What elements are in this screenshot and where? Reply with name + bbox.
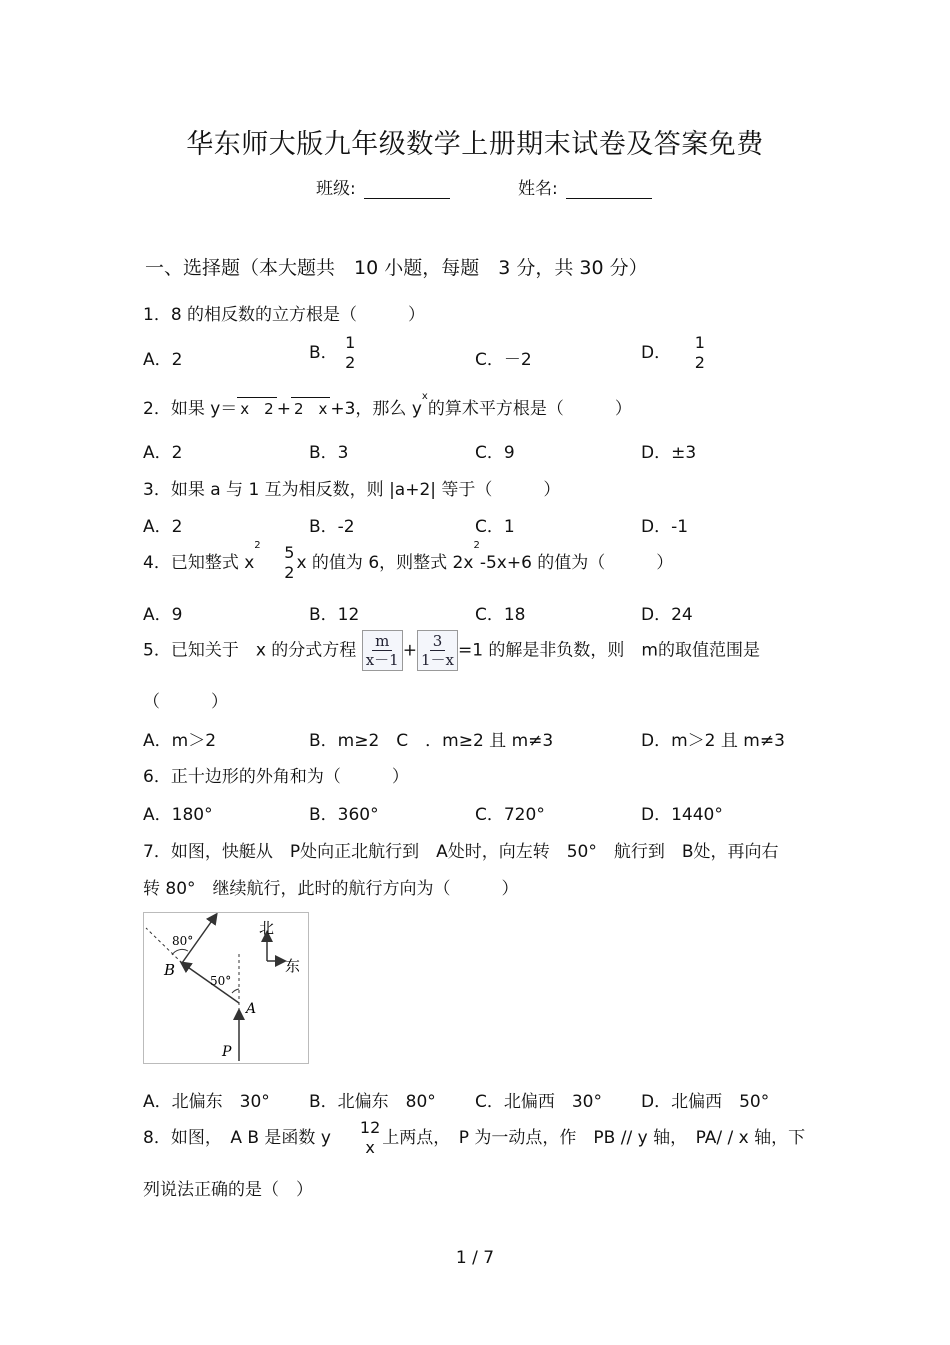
angle-80-label: 80° — [172, 934, 194, 948]
question-8-line-2: 列说法正确的是（ ） — [143, 1180, 313, 1200]
q6-option-b: B．360° — [309, 805, 379, 825]
point-b-label: B — [164, 961, 176, 979]
q1-d-denominator: 2 — [694, 353, 705, 372]
question-7-line-2: 转 80° 继续航行，此时的航行方向为（ ） — [143, 879, 519, 899]
name-label: 姓名: — [518, 179, 558, 199]
q1-b-denominator: 2 — [345, 353, 356, 372]
q2-option-c: C．9 — [475, 443, 515, 463]
class-field — [316, 174, 450, 199]
section-heading: 一、选择题（本大题共 10 小题，每题 3 分，共 30 分） — [145, 257, 648, 279]
point-p-label: P — [222, 1044, 232, 1060]
name-blank — [566, 180, 652, 199]
question-5-paren: （ ） — [143, 692, 228, 712]
q2-option-a: A．2 — [143, 443, 183, 463]
q1-d-numerator: 1 — [694, 333, 705, 352]
q5-fraction-2: $\frac{3}{1-x}$ — [417, 630, 458, 671]
q8-denominator: x — [365, 1138, 375, 1157]
q2-radical-1: x 2 — [237, 397, 276, 419]
q1-option-d: D． 1 2 — [641, 333, 705, 372]
q5-option-bc: B．m≥2 C ．m≥2 且 m≠3 — [309, 731, 554, 751]
class-blank — [364, 180, 450, 199]
page-number: 1 / 7 — [455, 1248, 495, 1268]
question-5: 5．已知关于 x 的分式方程 $\frac{m}{x-1}$ + $\frac{3}{1-x}$ =1 的解是非负数，则 m的取值范围是 — [143, 632, 760, 669]
q6-option-d: D．1440° — [641, 805, 723, 825]
q4-option-b: B．12 — [309, 605, 360, 625]
q1-option-c: C．－2 — [475, 350, 532, 370]
point-a-label: A — [246, 1001, 257, 1017]
q3-option-c: C．1 — [475, 517, 515, 537]
q2-option-d: D．±3 — [641, 443, 697, 463]
q5-option-a: A．m＞2 — [143, 731, 217, 751]
q1-option-a: A．2 — [143, 350, 183, 370]
q2-radical-2: 2 x — [291, 397, 330, 419]
question-8-line-1: 8．如图， A B 是函数 y 12 x 上两点， P 为一动点，作 PB // y 轴， PA/ / x 轴，下 — [143, 1118, 806, 1157]
q6-option-c: C．720° — [475, 805, 545, 825]
q7-option-b: B．北偏东 80° — [309, 1092, 436, 1112]
q3-option-b: B．-2 — [309, 517, 355, 537]
page-title: 华东师大版九年级数学上册期末试卷及答案免费 — [186, 129, 764, 160]
navigation-figure — [143, 912, 309, 1064]
q5-fraction-1: $\frac{m}{x-1}$ — [362, 630, 403, 671]
question-7-line-1: 7．如图，快艇从 P处向正北航行到 A处时，向左转 50° 航行到 B处，再向右 — [143, 842, 779, 862]
q5-option-d: D．m＞2 且 m≠3 — [641, 731, 785, 751]
q4-option-d: D．24 — [641, 605, 693, 625]
q8-numerator: 12 — [359, 1118, 381, 1137]
q6-option-a: A．180° — [143, 805, 213, 825]
q4-denominator: 2 — [284, 563, 295, 582]
north-label: 北 — [259, 919, 275, 937]
question-1: 1．8 的相反数的立方根是（ ） — [143, 305, 426, 325]
class-label: 班级: — [316, 179, 356, 199]
q7-option-c: C．北偏西 30° — [475, 1092, 603, 1112]
q4-numerator: 5 — [284, 543, 295, 562]
q7-option-d: D．北偏西 50° — [641, 1092, 770, 1112]
question-6: 6．正十边形的外角和为（ ） — [143, 767, 409, 787]
q2-option-b: B．3 — [309, 443, 349, 463]
q4-option-c: C．18 — [475, 605, 526, 625]
q7-option-a: A．北偏东 30° — [143, 1092, 270, 1112]
q1-b-numerator: 1 — [345, 333, 356, 352]
name-field — [518, 174, 652, 199]
navigation-diagram — [144, 913, 308, 1063]
q3-option-d: D．-1 — [641, 517, 689, 537]
angle-50-label: 50° — [210, 974, 232, 988]
question-2: 2．如果 y＝ x 2 + 2 x +3，那么 $y^x$的算术平方根是（ ） — [143, 391, 632, 419]
q3-option-a: A．2 — [143, 517, 183, 537]
q4-option-a: A．9 — [143, 605, 183, 625]
q1-option-b: B． 1 2 — [309, 333, 356, 372]
east-label: 东 — [285, 957, 301, 975]
question-4: 4．已知整式 $x^2$ 5 2 x 的值为 6，则整式 $2x^2-5x+6$ 的值为（ ） — [143, 540, 674, 582]
question-3: 3．如果 a 与 1 互为相反数，则 |a+2| 等于（ ） — [143, 480, 561, 500]
